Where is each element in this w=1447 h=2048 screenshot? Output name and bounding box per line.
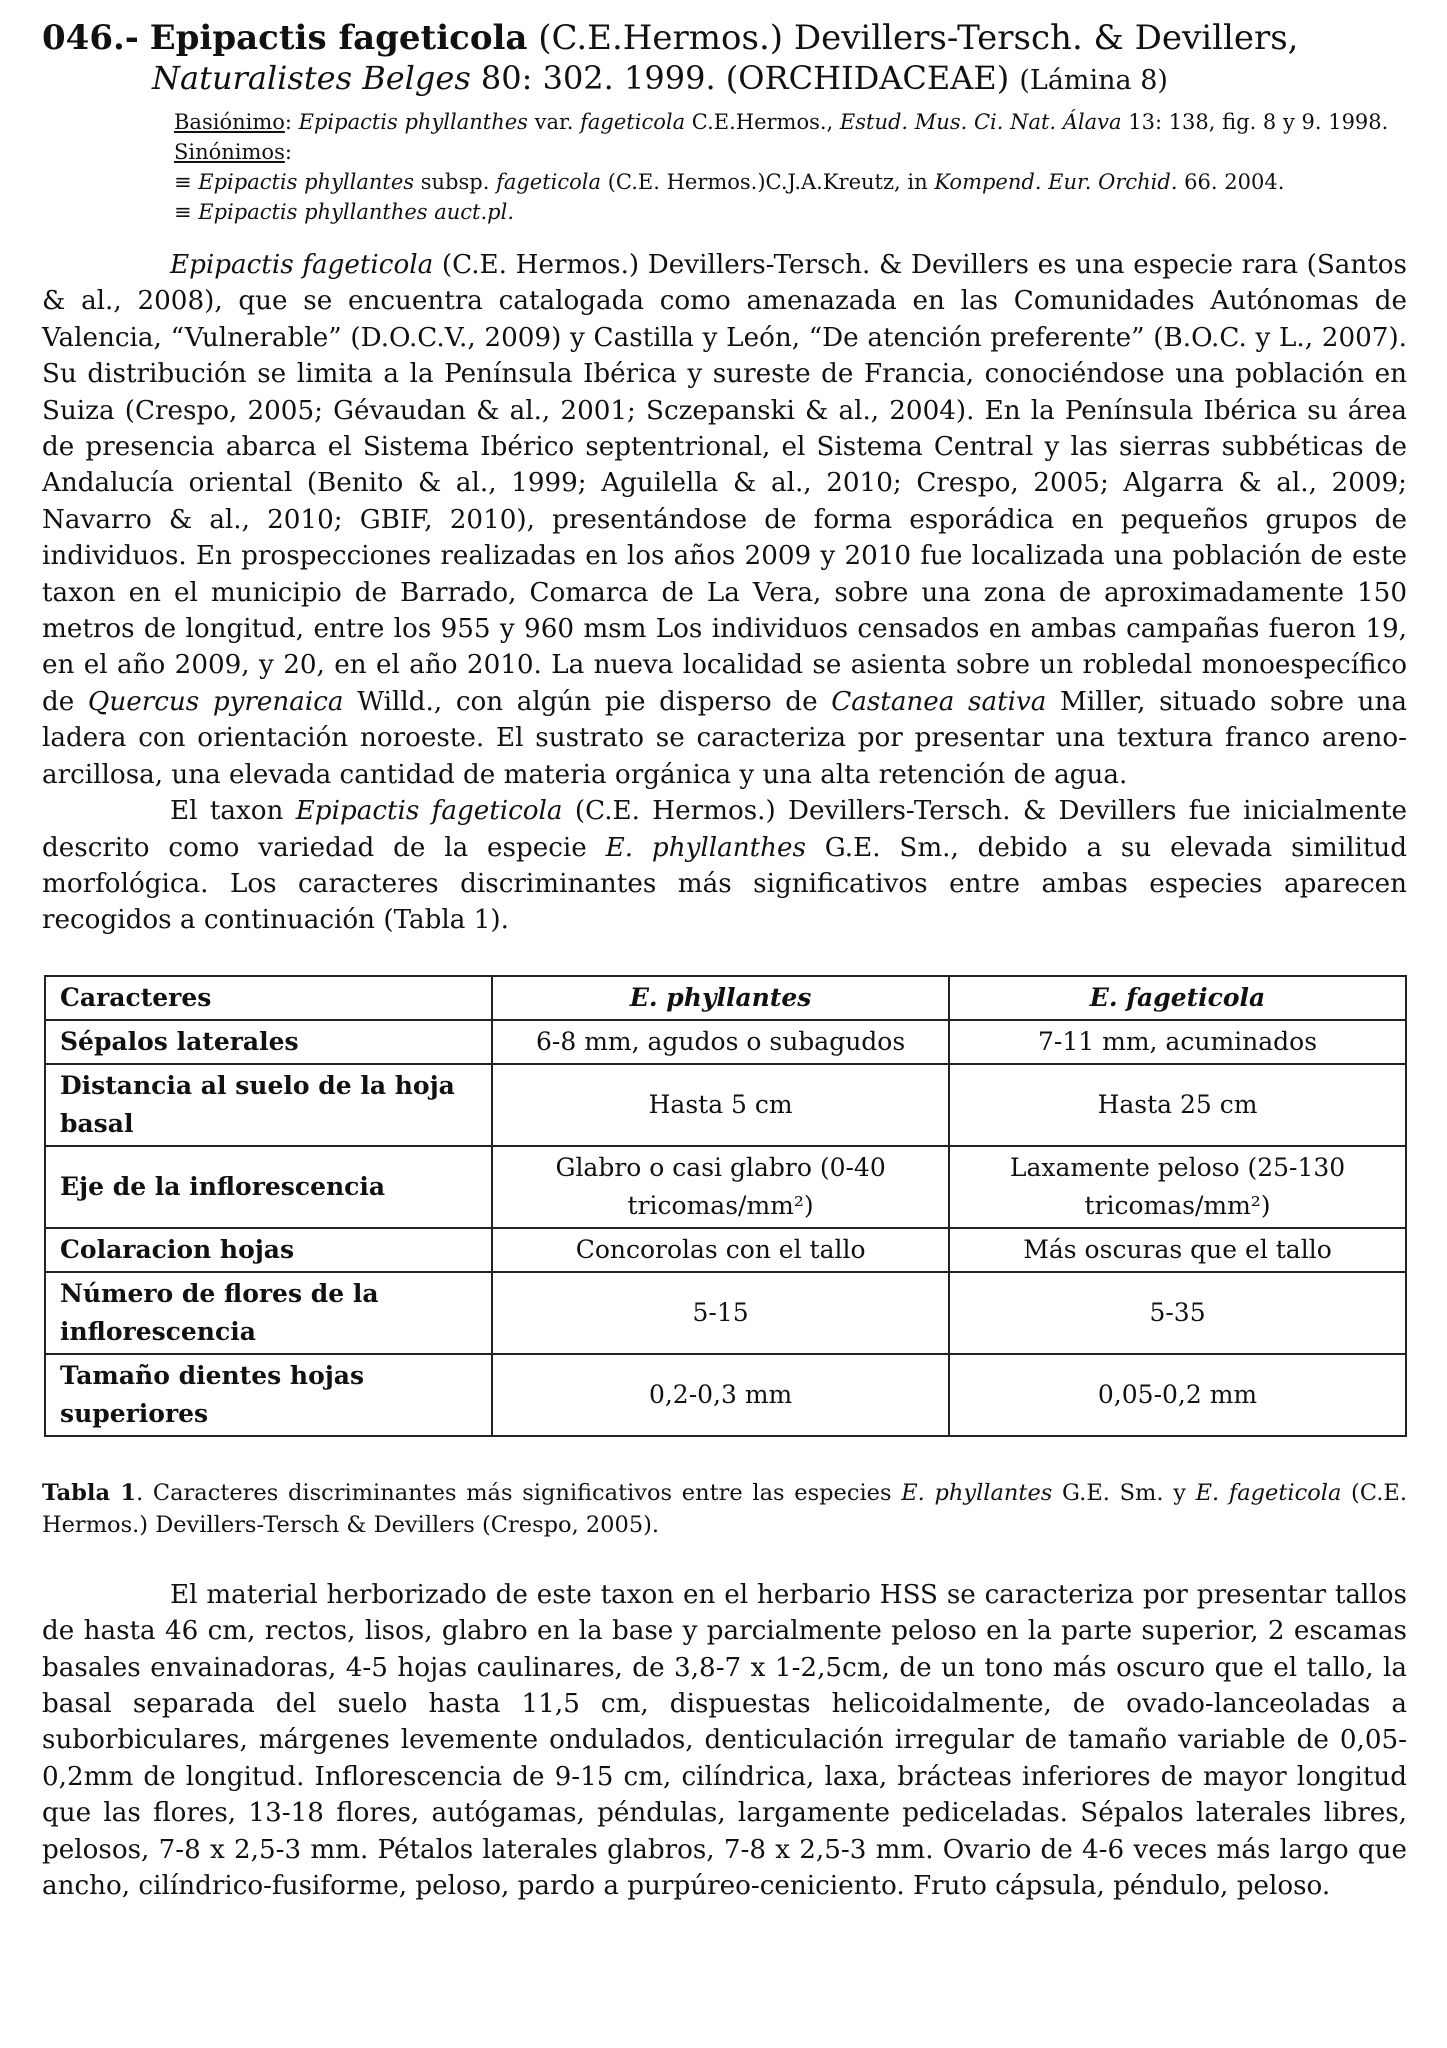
caption-text: G.E. Sm. y [1052, 1479, 1196, 1506]
synonym-name: Epipactis phyllantes [198, 170, 415, 194]
header-cell: Caracteres [45, 976, 492, 1020]
table-cell: 0,05-0,2 mm [949, 1354, 1406, 1436]
synonymy-block [42, 107, 1407, 227]
species-authors: (C.E.Hermos.) Devillers-Tersch. & Devillers, [538, 18, 1299, 58]
table-row [45, 1146, 1406, 1228]
taxon-name: Castanea sativa [831, 686, 1047, 717]
basionym-author: C.E.Hermos., [685, 110, 840, 134]
paragraph-text: (C.E. Hermos.) Devillers-Tersch. & Devillers es una especie rara (Santos & al., 2008), que se encuentra catalogada como amenazada en las Comunidades Autónomas de Valencia, “Vulnerable” (D.O.C.V., 2009) y Castilla y León, “De atención preferente” (B.O.C. y L., 2007). Su distribución se limita a la Península Ibérica y sureste de Francia, conociéndose una población en Suiza (Crespo, 2005; Gévaudan & al., 2001; Sczepanski & al., 2004). En la Península Ibérica su área de presencia abarca el Sistema Ibérico septentrional, el Sistema Central y las sierras subbéticas de Andalucía oriental (Benito & al., 1999; Aguilella & al., 2010; Crespo, 2005; Algarra & al., 2009; Navarro & al., 2010; GBIF, 2010), presentándose de forma esporádica en pequeños grupos de individuos. En prospecciones realizadas en los años 2009 y 2010 fue localizada una población de este taxon en el municipio de Barrado, Comarca de La Vera, sobre una zona de aproximadamente 150 metros de longitud, entre los 955 y 960 msm Los individuos censados en ambas campañas fueron 19, en el año 2009, y 20, en el año 2010. La nueva localidad se asienta sobre un robledal monoespecífico de [42, 250, 1407, 717]
journal-name: Naturalistes Belges [152, 59, 471, 97]
table-cell: 0,2-0,3 mm [492, 1354, 949, 1436]
synonyms-heading: Sinónimos: [174, 140, 292, 164]
taxon-name: E. phyllantes [901, 1479, 1053, 1506]
paragraph-text: Willd., con algún pie disperso de [343, 686, 832, 717]
basionym-epithet: fageticola [580, 110, 686, 134]
table-row [45, 1064, 1406, 1146]
caption-label: Tabla 1 [42, 1479, 137, 1506]
table-row [45, 1228, 1406, 1272]
row-label: Tamaño dientes hojas superiores [45, 1354, 492, 1436]
table-cell: 6-8 mm, agudos o subagudos [492, 1020, 949, 1064]
species-name: Epipactis fageticola [149, 18, 528, 58]
table-cell: Glabro o casi glabro (0-40 tricomas/mm²) [492, 1146, 949, 1228]
table-cell: Hasta 5 cm [492, 1064, 949, 1146]
synonyms-label: Sinónimos [174, 140, 285, 164]
row-label: Número de flores de la inflorescencia [45, 1272, 492, 1354]
table-cell: 5-35 [949, 1272, 1406, 1354]
header-cell: E. fageticola [949, 976, 1406, 1020]
row-label: Eje de la inflorescencia [45, 1146, 492, 1228]
table-cell: 5-15 [492, 1272, 949, 1354]
basionym-rank: var. [527, 110, 581, 134]
basionym-name: Epipactis phyllanthes [298, 110, 528, 134]
row-label: Sépalos laterales [45, 1020, 492, 1064]
row-label: Colaracion hojas [45, 1228, 492, 1272]
caption-text: (C.E. Hermos.) Devillers-Tersch & Devillers (Crespo, 2005). [42, 1479, 1407, 1538]
basionym-label: Basiónimo [174, 110, 285, 134]
paragraph-text: Miller, situado sobre una ladera con orientación noroeste. El sustrato se caracteriza por presentar una textura franco areno-arcillosa, una elevada cantidad de materia orgánica y una alta retención de agua. [42, 686, 1407, 790]
caption-text: . Caracteres discriminantes más significativos entre las especies [136, 1479, 902, 1506]
header-cell: E. phyllantes [492, 976, 949, 1020]
synonym-ref: 66. 2004. [1177, 170, 1285, 194]
paragraph [42, 247, 1407, 793]
body-text [42, 247, 1407, 939]
table-cell: Más oscuras que el tallo [949, 1228, 1406, 1272]
comparison-table [44, 975, 1407, 1437]
synonym-name: Epipactis phyllanthes auct.pl. [198, 200, 515, 224]
citation-text: 80: 302. 1999. (ORCHIDACEAE) [470, 59, 1020, 97]
row-label: Distancia al suelo de la hoja basal [45, 1064, 492, 1146]
description-text [42, 1577, 1407, 1905]
table-cell: Laxamente peloso (25-130 tricomas/mm²) [949, 1146, 1406, 1228]
synonym-rank: subsp. [414, 170, 497, 194]
taxon-name: Epipactis fageticola [170, 250, 434, 280]
paragraph-text: (C.E. Hermos.) Devillers-Tersch. & Devillers fue inicialmente descrito como variedad de la especie [42, 796, 1407, 863]
synonym-item: ≡ Epipactis phyllantes subsp. fageticola (C.E. Hermos.)C.J.A.Kreutz, in Kompend. Eur. Orchid. 66. 2004. [174, 170, 1285, 194]
synonym-journal: Kompend. Eur. Orchid. [934, 170, 1178, 194]
species-number: 046.- [42, 18, 139, 58]
paragraph: El material herborizado de este taxon en el herbario HSS se caracteriza por presentar tallos de hasta 46 cm, rectos, lisos, glabro en la base y parcialmente peloso en la parte superior, 2 escamas basales envainadoras, 4-5 hojas caulinares, de 3,8-7 x 1-2,5cm, de un tono más oscuro que el tallo, la basal separada del suelo hasta 11,5 cm, dispuestas helicoidalmente, de ovado-lanceoladas a suborbiculares, márgenes levemente ondulados, denticulación irregular de tamaño variable de 0,05-0,2mm de longitud. Inflorescencia de 9-15 cm, cilíndrica, laxa, brácteas inferiores de mayor longitud que las flores, 13-18 flores, autógamas, péndulas, largamente pediceladas. Sépalos laterales libres, pelosos, 7-8 x 2,5-3 mm. Pétalos laterales glabros, 7-8 x 2,5-3 mm. Ovario de 4-6 veces más largo que ancho, cilíndrico-fusiforme, peloso, pardo a purpúreo-ceniciento. Fruto cápsula, péndulo, peloso. [42, 1579, 1407, 1901]
paragraph-text: G.E. Sm., debido a su elevada similitud morfológica. Los caracteres discriminantes más significativos entre ambas especies aparecen recogidos a continuación (Tabla 1). [42, 832, 1408, 936]
table-row [45, 1020, 1406, 1064]
species-heading [42, 18, 1407, 58]
table-header-row [45, 976, 1406, 1020]
table-row [45, 1272, 1406, 1354]
table-cell: 7-11 mm, acuminados [949, 1020, 1406, 1064]
paragraph-text: El taxon [170, 796, 296, 827]
synonym-author: (C.E. Hermos.)C.J.A.Kreutz, in [601, 170, 935, 194]
basionym-ref: 13: 138, fig. 8 y 9. 1998. [1121, 110, 1389, 134]
paragraph [42, 793, 1407, 939]
taxon-name: Quercus pyrenaica [87, 686, 344, 717]
species-citation [42, 58, 1407, 101]
taxon-name: Epipactis fageticola [295, 796, 563, 827]
taxon-name: E. fageticola [1195, 1479, 1342, 1506]
synonym-item: ≡ Epipactis phyllanthes auct.pl. [174, 200, 515, 224]
table-cell: Concorolas con el tallo [492, 1228, 949, 1272]
basionym-journal: Estud. Mus. Ci. Nat. Álava [839, 110, 1122, 134]
taxon-name: E. phyllanthes [605, 832, 806, 863]
table-cell: Hasta 25 cm [949, 1064, 1406, 1146]
synonym-epithet: fageticola [496, 170, 602, 194]
table-caption [42, 1477, 1407, 1541]
basionym-line: Basiónimo: Epipactis phyllanthes var. fageticola C.E.Hermos., Estud. Mus. Ci. Nat. Álava 13: 138, fig. 8 y 9. 1998. [174, 110, 1389, 134]
plate-reference: (Lámina 8) [1019, 65, 1168, 96]
table-row [45, 1354, 1406, 1436]
